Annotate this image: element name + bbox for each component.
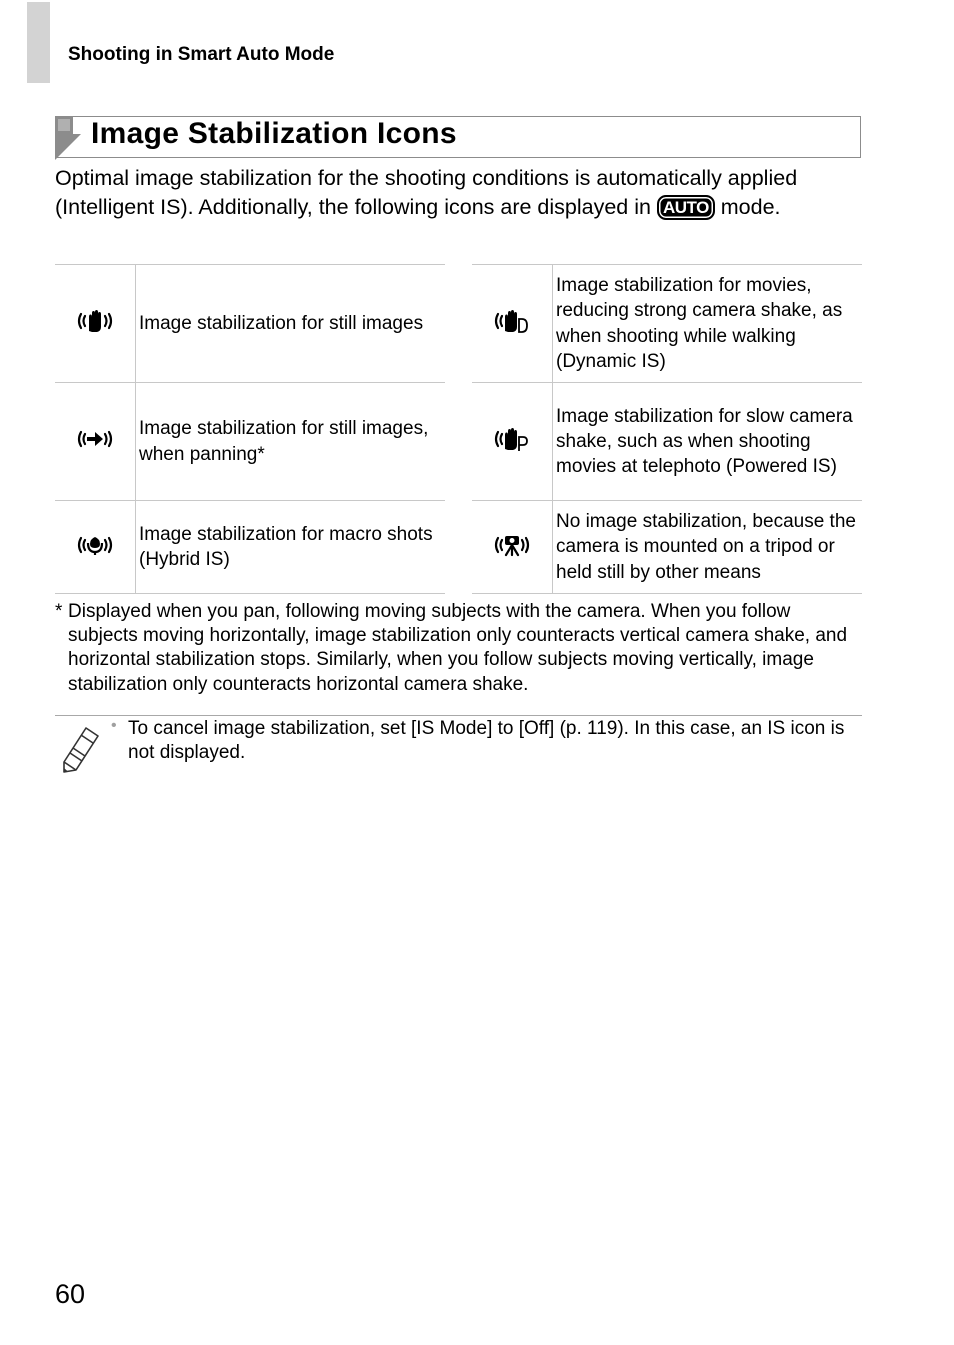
table-cell-description: Image stabilization for macro shots (Hybrid IS) xyxy=(139,523,433,570)
table-row xyxy=(472,501,862,594)
title-corner-decoration xyxy=(55,134,81,160)
footnote-marker: * xyxy=(55,601,63,622)
is-macro-icon xyxy=(75,530,115,560)
running-header: Shooting in Smart Auto Mode xyxy=(68,44,335,65)
is-icons-table-right xyxy=(472,264,862,594)
footnote xyxy=(55,600,865,697)
is-still-hand-icon xyxy=(75,306,115,336)
intro-paragraph: Optimal image stabilization for the shooting conditions is automatically applied (Intelligent IS). Additionally, the following icons are displayed in AUTO mode. xyxy=(55,166,798,219)
section-title: Image Stabilization Icons xyxy=(91,117,457,150)
table-row xyxy=(472,265,862,383)
is-panning-icon xyxy=(75,424,115,454)
is-dynamic-icon xyxy=(492,306,532,336)
footnote-text: Displayed when you pan, following moving subjects with the camera. When you follow subjects moving horizontally, image stabilization only counteracts vertical camera shake, and horizontal stabilization stops. Similarly, when you follow subjects moving vertically, image stabilization only counteracts horizontal camera shake. xyxy=(68,601,848,695)
table-cell-description: Image stabilization for slow camera shake, such as when shooting movies at telephoto (Powered IS) xyxy=(556,405,853,478)
is-powered-icon xyxy=(492,424,532,454)
table-row xyxy=(55,383,445,501)
note-text: To cancel image stabilization, set [IS Mode] to [Off] (p. 119). In this case, an IS icon is not displayed. xyxy=(128,718,845,764)
table-cell-description: Image stabilization for still images, when panning* xyxy=(139,418,429,465)
table-row xyxy=(55,501,445,594)
table-row xyxy=(472,383,862,501)
note-divider xyxy=(55,715,862,716)
page-number: 60 xyxy=(55,1279,86,1309)
pencil-note-icon xyxy=(60,726,100,774)
table-cell-description: Image stabilization for movies, reducing strong camera shake, as when shooting while walking (Dynamic IS) xyxy=(556,274,843,372)
is-icons-table-left xyxy=(55,264,445,594)
note-bullet: • xyxy=(111,717,117,734)
is-tripod-icon xyxy=(492,530,532,560)
table-cell-description: Image stabilization for still images xyxy=(139,312,424,334)
table-row xyxy=(55,265,445,383)
side-tab-marker xyxy=(27,2,50,83)
auto-mode-icon: AUTO xyxy=(657,195,715,220)
table-cell-description: No image stabilization, because the camera is mounted on a tripod or held still by other means xyxy=(556,511,856,583)
